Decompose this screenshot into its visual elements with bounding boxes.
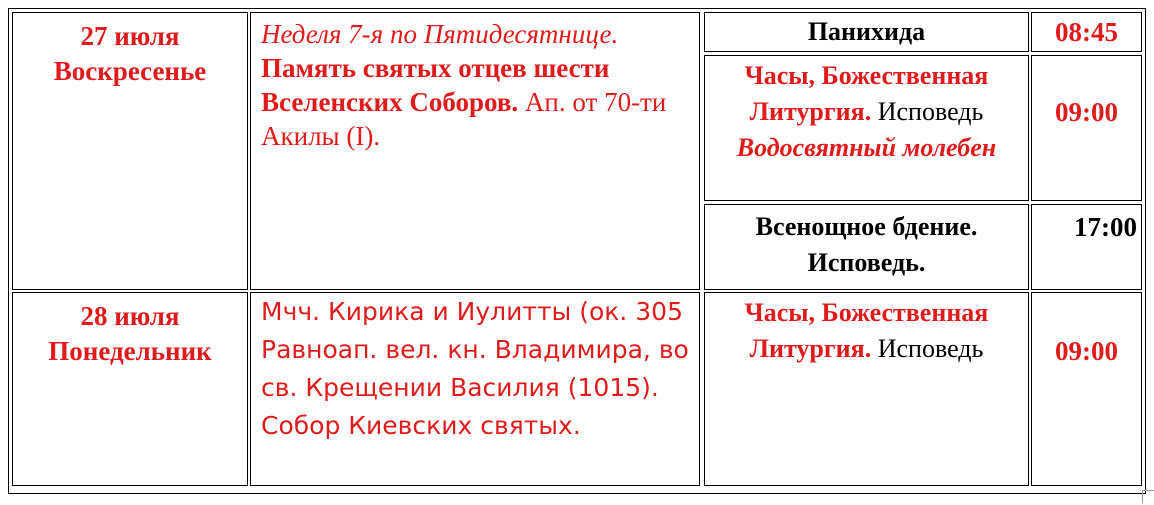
row1-service2-cell (704, 55, 1029, 201)
row1-desc-plain: Ап. от 70-ти Акилы (I). (261, 87, 667, 151)
row2-weekday: Понедельник (48, 336, 212, 366)
row1-description-cell (250, 12, 700, 290)
row2-service1-title-plain: Исповедь (871, 334, 984, 363)
row1-service1-time-cell (1031, 12, 1142, 52)
row1-date: 27 июля (80, 21, 180, 51)
row2-date-cell (12, 292, 248, 486)
row2-description-cell (250, 292, 700, 486)
row1-weekday: Воскресенье (53, 56, 207, 86)
row2-service1-time-cell (1031, 292, 1142, 486)
row1-desc-bold: Память святых отцев шести Вселенских Соборов. (261, 53, 610, 117)
row1-service1-cell (704, 12, 1029, 52)
row1-service1-title: Панихида (807, 17, 926, 46)
row1-service3-title: Всенощное бдение. Исповедь. (755, 212, 978, 277)
row1-service1-time: 08:45 (1055, 17, 1118, 47)
row1-service3-time-cell (1031, 204, 1142, 290)
row2-service1-title-bold: Часы, Божественная Литургия. (744, 298, 989, 363)
row2-service1-cell (704, 292, 1029, 486)
row2-desc-plain: Мчч. Кирика и Иулитты (ок. 305 Равноап. вел. кн. Владимира, во св. Крещении Василия (1015). Собор Киевских святых. (261, 297, 689, 440)
row1-service3-cell (704, 204, 1029, 290)
row1-service2-time-cell (1031, 55, 1142, 201)
row1-desc-italic: Неделя 7-я по Пятидесятнице. (261, 19, 619, 49)
row1-service2-title-plain: Исповедь (871, 97, 984, 126)
row1-service3-time: 17:00 (1074, 212, 1137, 242)
row1-service2-title-bold: Часы, Божественная Литургия. (744, 61, 989, 126)
row1-service2-time: 09:00 (1055, 97, 1118, 127)
row1-date-cell (12, 12, 248, 290)
row1-service2-title-italic: Водосвятный молебен (736, 133, 997, 162)
row2-date: 28 июля (80, 301, 180, 331)
row2-service1-time: 09:00 (1055, 336, 1118, 366)
page-corner-mark (1142, 490, 1154, 503)
